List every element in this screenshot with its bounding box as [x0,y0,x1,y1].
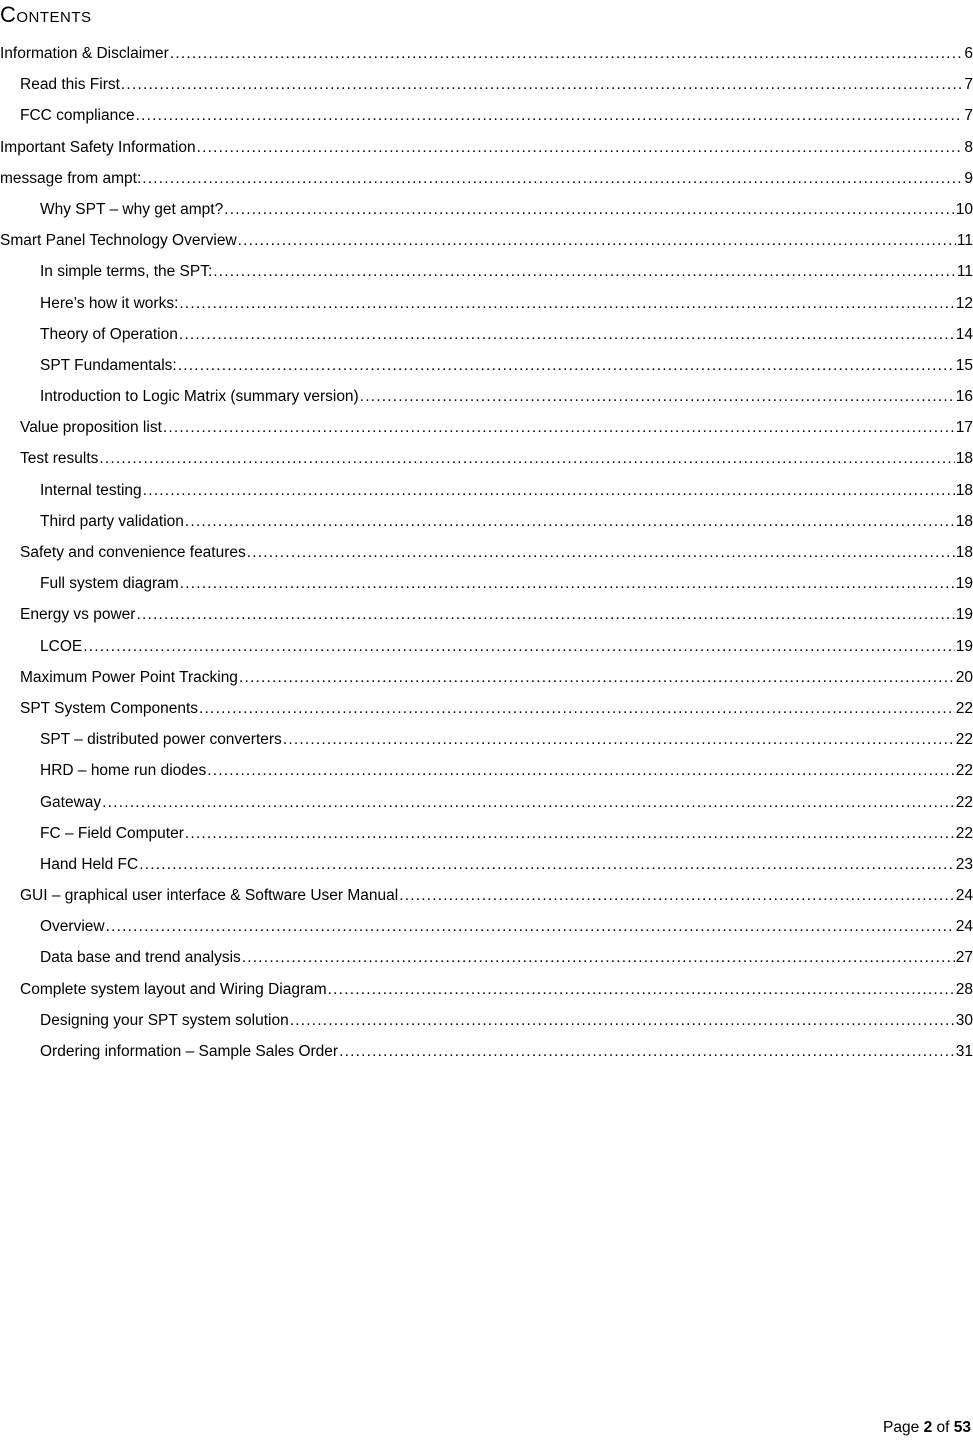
toc-dot-leader [328,974,955,1005]
toc-dot-leader [239,662,955,693]
toc-entry-label: SPT – distributed power converters [40,731,282,749]
toc-dot-leader [143,475,955,506]
toc-entry-label: Test results [20,450,99,468]
toc-dot-leader [238,225,956,256]
toc-dot-leader [102,787,955,818]
toc-entry[interactable] [0,568,973,599]
toc-entry-label: Ordering information – Sample Sales Order [40,1043,339,1060]
toc-entry[interactable] [0,443,973,474]
toc-entry-label: Hand Held FC [40,855,139,873]
toc-dot-leader [185,506,955,537]
toc-entry-label: Internal testing [40,481,142,499]
toc-entry[interactable] [0,911,973,942]
toc-dot-leader [339,1036,955,1067]
toc-entry-page: 27 [955,949,973,967]
toc-entry-page: 18 [955,450,973,468]
toc-entry-label: Safety and convenience features [20,544,246,561]
toc-entry[interactable] [0,631,973,662]
toc-entry[interactable] [0,412,973,443]
toc-entry-page: 7 [964,76,973,94]
toc-entry-page: 12 [955,294,973,312]
toc-entry[interactable] [0,319,973,350]
page-title: Contents [0,2,92,27]
toc-entry[interactable] [0,787,973,818]
toc-entry-label: Read this First [20,76,120,94]
toc-entry-label: Important Safety Information [0,138,196,156]
toc-entry-page: 22 [955,824,973,842]
toc-dot-leader [224,194,955,225]
toc-entry-page: 19 [955,637,973,655]
toc-entry-label: Overview [40,918,105,936]
toc-dot-leader [136,599,954,630]
toc-dot-leader [179,319,955,350]
toc-entry-label: Third party validation [40,512,184,530]
toc-entry-label: Value proposition list [20,419,162,437]
toc-entry-page: 18 [955,481,973,499]
toc-entry[interactable] [0,1005,973,1036]
toc-entry[interactable] [0,256,973,287]
toc-entry[interactable] [0,1036,973,1067]
toc-entry-page: 31 [955,1043,973,1060]
toc-entry-page: 19 [955,575,973,593]
toc-entry-page: 14 [955,325,973,343]
toc-entry[interactable] [0,225,973,256]
toc-dot-leader [290,1005,955,1036]
toc-dot-leader [142,163,963,194]
toc-entry-page: 23 [955,855,973,873]
toc-entry[interactable] [0,100,973,131]
toc-dot-leader [207,755,954,786]
toc-entry-label: message from ampt: [0,169,142,187]
toc-entry-page: 30 [955,1011,973,1029]
toc-dot-leader [199,693,955,724]
toc-entry[interactable] [0,599,973,630]
toc-entry[interactable] [0,194,973,225]
toc-entry[interactable] [0,662,973,693]
toc-entry-page: 8 [964,138,973,156]
toc-entry[interactable] [0,350,973,381]
toc-entry-page: 11 [956,263,973,281]
toc-dot-leader [242,942,955,973]
toc-entry-page: 19 [955,606,973,624]
toc-entry[interactable] [0,974,973,1005]
toc-entry-page: 24 [955,918,973,936]
toc-entry[interactable] [0,132,973,163]
toc-entry-page: 16 [955,388,973,406]
toc-dot-leader [170,38,964,69]
toc-entry-label: Data base and trend analysis [40,949,241,967]
toc-entry-page: 11 [956,232,973,250]
toc-entry[interactable] [0,69,973,100]
toc-dot-leader [213,256,956,287]
footer-total-pages: 53 [953,1419,971,1436]
toc-entry[interactable] [0,506,973,537]
toc-dot-leader [179,288,954,319]
toc-entry-page: 28 [955,980,973,998]
toc-entry[interactable] [0,693,973,724]
toc-entry-page: 18 [955,512,973,530]
toc-entry-page: 10 [955,200,973,218]
toc-entry[interactable] [0,724,973,755]
toc-dot-leader [247,537,955,568]
toc-entry-page: 15 [955,356,973,374]
toc-entry[interactable] [0,38,973,69]
toc-entry-page: 7 [964,107,973,125]
toc-dot-leader [399,880,955,911]
toc-dot-leader [180,568,955,599]
toc-entry-page: 6 [964,45,973,62]
toc-entry-page: 22 [955,699,973,717]
toc-entry-page: 18 [955,544,973,561]
toc-entry-label: Smart Panel Technology Overview [0,232,237,250]
toc-dot-leader [136,100,964,131]
toc-dot-leader [83,631,955,662]
toc-dot-leader [99,443,954,474]
toc-entry-page: 9 [964,169,973,187]
toc-entry[interactable] [0,755,973,786]
toc-entry-label: Information & Disclaimer [0,45,169,62]
toc-entry-page: 22 [955,793,973,811]
footer-separator: of [936,1419,950,1436]
toc-entry-page: 22 [955,731,973,749]
toc-entry-page: 20 [955,668,973,686]
toc-entry[interactable] [0,381,973,412]
toc-dot-leader [283,724,955,755]
toc-entry-label: In simple terms, the SPT: [40,263,213,281]
toc-entry-page: 24 [955,887,973,905]
toc-entry[interactable] [0,880,973,911]
toc-entry-label: Gateway [40,793,102,811]
page-number-footer [883,1418,971,1438]
toc-dot-leader [163,412,955,443]
toc-entry-label: Maximum Power Point Tracking [20,668,238,686]
toc-entry[interactable] [0,537,973,568]
toc-entry-label: LCOE [40,637,83,655]
toc-entry[interactable] [0,942,973,973]
toc-entry[interactable] [0,475,973,506]
toc-entry[interactable] [0,288,973,319]
toc-entry-label: Designing your SPT system solution [40,1011,289,1029]
toc-entry-label: Complete system layout and Wiring Diagram [20,980,327,998]
toc-dot-leader [178,350,955,381]
footer-current-page: 2 [923,1419,933,1436]
toc-dot-leader [106,911,955,942]
toc-entry-label: FCC compliance [20,107,135,125]
toc-entry-label: SPT System Components [20,699,199,717]
toc-entry-label: HRD – home run diodes [40,762,207,780]
toc-entry-label: GUI – graphical user interface & Software User Manual [20,887,399,905]
toc-entry-label: Full system diagram [40,575,179,593]
toc-dot-leader [360,381,955,412]
table-of-contents [0,38,973,1067]
toc-dot-leader [185,818,955,849]
toc-entry[interactable] [0,849,973,880]
toc-entry-page: 22 [955,762,973,780]
toc-dot-leader [139,849,955,880]
toc-entry-label: FC – Field Computer [40,824,184,842]
toc-entry-label: SPT Fundamentals: [40,356,177,374]
toc-dot-leader [197,132,964,163]
footer-prefix: Page [883,1419,920,1436]
toc-entry-label: Energy vs power [20,606,136,624]
toc-entry-label: Here’s how it works: [40,294,179,312]
toc-entry-label: Why SPT – why get ampt? [40,200,224,218]
toc-entry-label: Theory of Operation [40,325,178,343]
toc-entry[interactable] [0,818,973,849]
toc-entry[interactable] [0,163,973,194]
toc-entry-label: Introduction to Logic Matrix (summary version) [40,388,359,406]
toc-entry-page: 17 [955,419,973,437]
toc-dot-leader [121,69,963,100]
